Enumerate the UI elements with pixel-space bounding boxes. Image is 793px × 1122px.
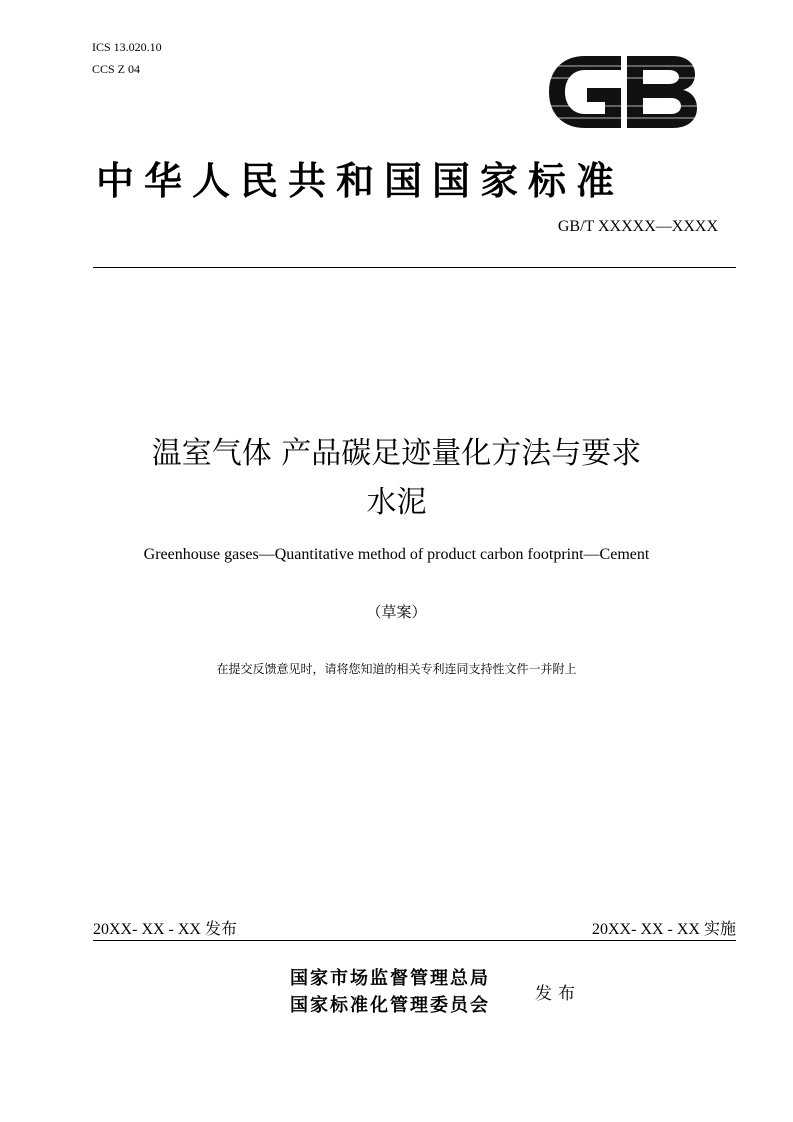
issuer-sac: 国家标准化管理委员会	[290, 995, 490, 1016]
ccs-code: CCS Z 04	[92, 62, 141, 76]
draft-label: （草案）	[366, 605, 427, 621]
bottom-divider	[93, 940, 736, 941]
issue-label: 发布	[535, 984, 581, 1004]
implement-date: 20XX- XX - XX 实施	[592, 921, 736, 938]
national-standard-title: 中华人民共和国国家标准	[96, 159, 625, 203]
top-divider	[93, 267, 736, 268]
standard-number: GB/T XXXXX—XXXX	[557, 218, 718, 235]
publish-date: 20XX- XX - XX 发布	[93, 921, 237, 938]
title-en: Greenhouse gases—Quantitative method of product carbon footprint—Cement	[143, 546, 650, 563]
gb-logo-text: GB	[545, 52, 547, 53]
issuer-samr: 国家市场监督管理总局	[290, 968, 490, 989]
gb-logo	[545, 52, 700, 132]
title-cn-line1: 温室气体 产品碳足迹量化方法与要求	[151, 436, 642, 471]
patent-notice: 在提交反馈意见时，请将您知道的相关专利连同支持性文件一并附上	[216, 662, 577, 676]
title-cn-line2: 水泥	[366, 485, 427, 520]
ics-code: ICS 13.020.10	[92, 40, 162, 54]
